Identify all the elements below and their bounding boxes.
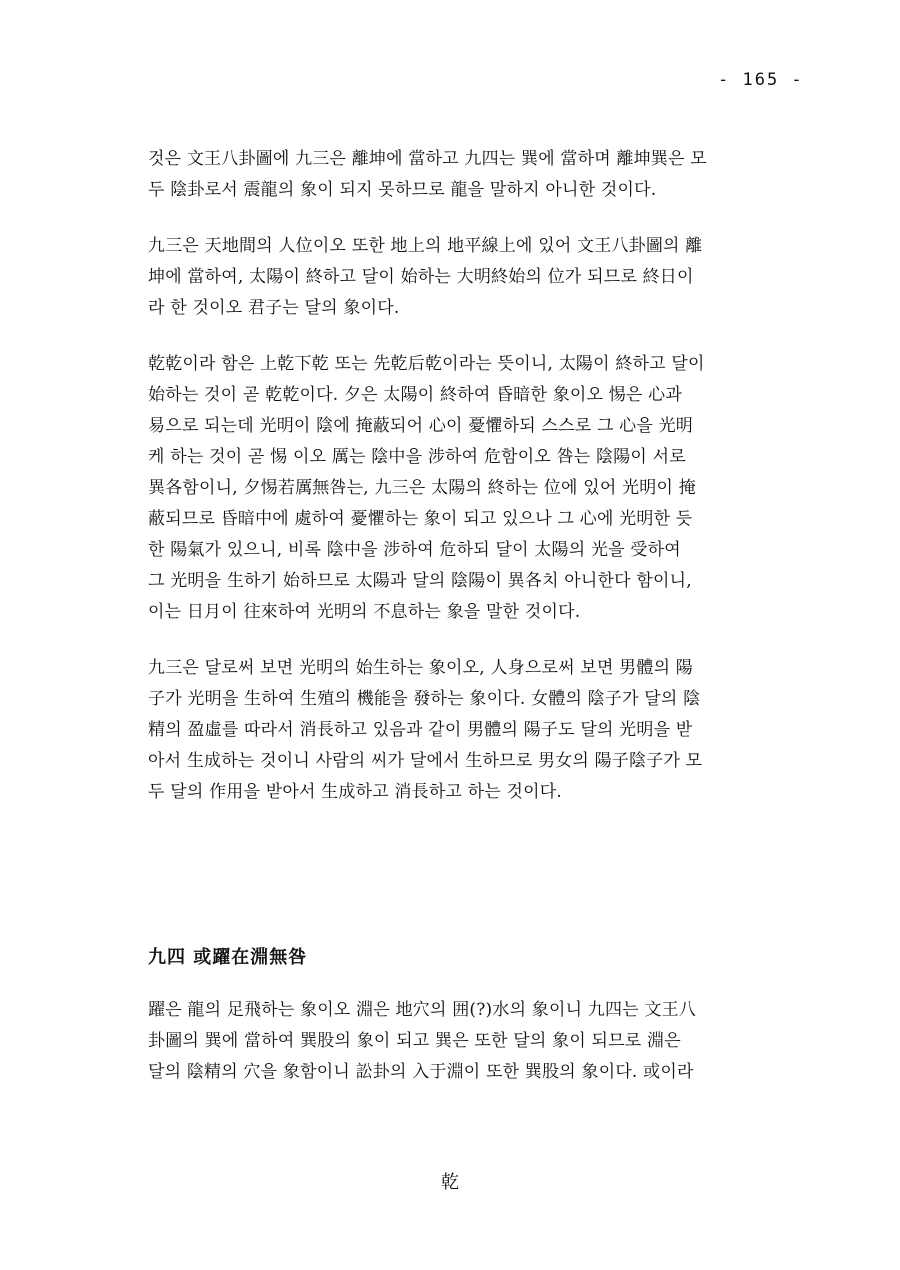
section-heading: 九四 或躍在淵無咎 xyxy=(148,947,308,968)
paragraph-5 xyxy=(148,995,802,1088)
paragraph-2 xyxy=(148,231,802,324)
text-line: 달의 陰精의 穴을 象함이니 訟卦의 入于淵이 또한 巽股의 象이다. 或이라 xyxy=(148,1062,694,1082)
text-line: 그 光明을 生하기 始하므로 太陽과 달의 陰陽이 異各치 아니한다 함이니, xyxy=(148,571,692,591)
page-number: - 165 - xyxy=(718,70,804,90)
text-line: 한 陽氣가 있으니, 비록 陰中을 涉하여 危하되 달이 太陽의 光을 受하여 xyxy=(148,540,681,560)
text-line: 것은 文王八卦圖에 九三은 離坤에 當하고 九四는 巽에 當하며 離坤巽은 모 xyxy=(148,149,707,169)
text-line: 始하는 것이 곧 乾乾이다. 夕은 太陽이 終하여 昏暗한 象이오 惕은 心과 xyxy=(148,385,682,405)
paragraph-4 xyxy=(148,653,802,808)
text-line: 精의 盈虛를 따라서 消長하고 있음과 같이 男體의 陽子도 달의 光明을 받 xyxy=(148,720,693,740)
page-footer: 乾 xyxy=(441,1172,459,1193)
paragraph-1 xyxy=(148,144,802,206)
text-line: 아서 生成하는 것이니 사람의 씨가 달에서 生하므로 男女의 陽子陰子가 모 xyxy=(148,751,703,771)
text-line: 蔽되므로 昏暗中에 處하여 憂懼하는 象이 되고 있으나 그 心에 光明한 듯 xyxy=(148,509,693,529)
text-line: 九三은 달로써 보면 光明의 始生하는 象이오, 人身으로써 보면 男體의 陽 xyxy=(148,658,694,678)
text-line: 九三은 天地間의 人位이오 또한 地上의 地平線上에 있어 文王八卦圖의 離 xyxy=(148,236,703,256)
text-line: 卦圖의 巽에 當하여 巽股의 象이 되고 巽은 또한 달의 象이 되므로 淵은 xyxy=(148,1031,681,1051)
text-line: 坤에 當하여, 太陽이 終하고 달이 始하는 大明終始의 位가 되므로 終日이 xyxy=(148,267,694,287)
document-body xyxy=(148,144,802,808)
text-line: 乾乾이라 함은 上乾下乾 또는 先乾后乾이라는 뜻이니, 太陽이 終하고 달이 xyxy=(148,354,705,374)
text-line: 이는 日月이 往來하여 光明의 不息하는 象을 말한 것이다. xyxy=(148,602,581,622)
text-line: 케 하는 것이 곧 惕 이오 厲는 陰中을 涉하여 危함이오 咎는 陰陽이 서로 xyxy=(148,447,686,467)
text-line: 두 陰卦로서 震龍의 象이 되지 못하므로 龍을 말하지 아니한 것이다. xyxy=(148,180,657,200)
text-line: 두 달의 作用을 받아서 生成하고 消長하고 하는 것이다. xyxy=(148,782,562,802)
section-body xyxy=(148,995,802,1088)
text-line: 易으로 되는데 光明이 陰에 掩蔽되어 心이 憂懼하되 스스로 그 心을 光明 xyxy=(148,416,694,436)
text-line: 라 한 것이오 君子는 달의 象이다. xyxy=(148,298,400,318)
text-line: 異各함이니, 夕惕若厲無咎는, 九三은 太陽의 終하는 位에 있어 光明이 掩 xyxy=(148,478,696,498)
paragraph-3 xyxy=(148,349,802,628)
text-line: 子가 光明을 生하여 生殖의 機能을 發하는 象이다. 女體의 陰子가 달의 陰 xyxy=(148,689,701,709)
text-line: 躍은 龍의 足飛하는 象이오 淵은 地穴의 囲(?)水의 象이니 九四는 文王八 xyxy=(148,1000,697,1020)
